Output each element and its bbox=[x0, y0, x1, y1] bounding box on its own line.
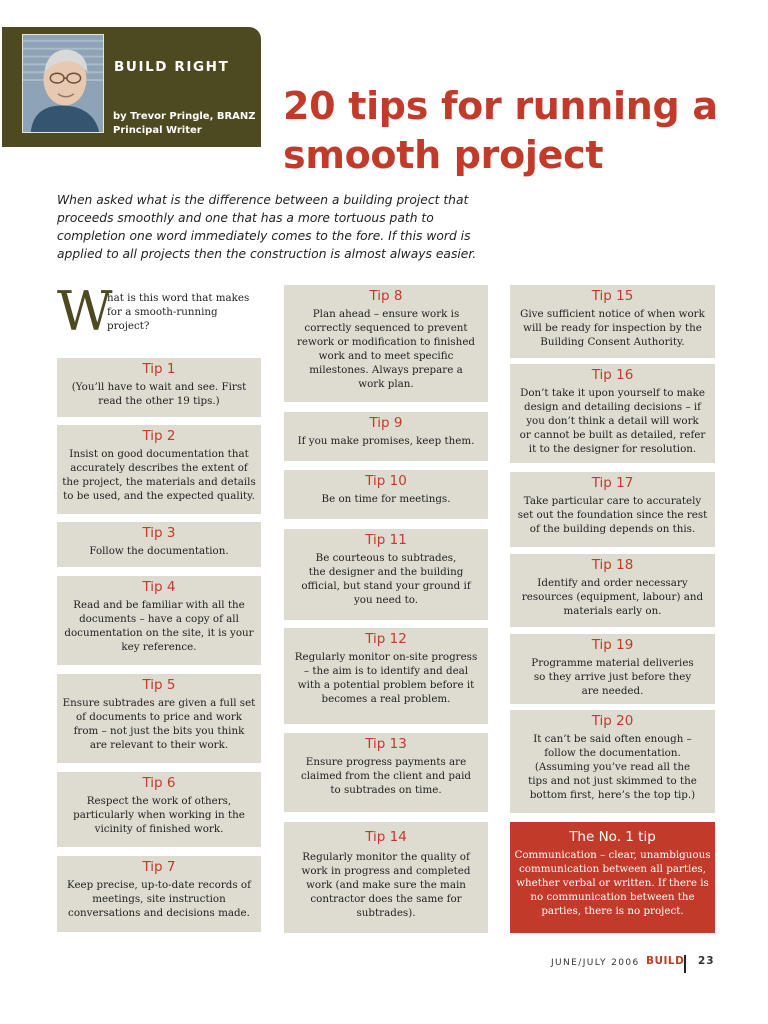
tip-title: Tip 16 bbox=[591, 367, 634, 383]
tip-line: of the building depends on this. bbox=[529, 523, 696, 535]
tip-title: Tip 1 bbox=[142, 361, 176, 377]
tip-card-4 bbox=[57, 576, 261, 665]
tip-body bbox=[57, 596, 261, 654]
tip-line: so they arrive just before they bbox=[533, 671, 692, 683]
tip-card-3 bbox=[57, 522, 261, 567]
tip-body bbox=[57, 876, 261, 920]
tip-line: it to the designer for resolution. bbox=[528, 443, 697, 455]
tip-line: key reference. bbox=[121, 641, 197, 653]
tip-line: whether verbal or written. If there is bbox=[516, 877, 709, 889]
tip-line: follow the documentation. bbox=[544, 747, 681, 759]
magazine-name: BUILD bbox=[646, 955, 685, 967]
tip-line: Take particular care to accurately bbox=[523, 495, 702, 507]
tip-line: Read and be familiar with all the bbox=[73, 599, 245, 611]
tip-card-2 bbox=[57, 425, 261, 514]
intro-line: applied to all projects then the construction is almost always easier. bbox=[57, 247, 477, 261]
tip-title: Tip 12 bbox=[365, 631, 407, 647]
tip-line: to be used, and the expected quality. bbox=[63, 490, 255, 502]
tip-line: Regularly monitor the quality of bbox=[302, 851, 470, 863]
tip-card-5 bbox=[57, 674, 261, 763]
tip-line: Respect the work of others, bbox=[86, 795, 232, 807]
tip-line: the project, the materials and details bbox=[62, 476, 256, 488]
drop-cap: W bbox=[57, 280, 113, 343]
tip-line: claimed from the client and paid bbox=[300, 770, 472, 782]
tip-body bbox=[510, 492, 715, 536]
tip-title: Tip 3 bbox=[142, 525, 176, 541]
tip-card-17 bbox=[510, 472, 715, 547]
lead-paragraph bbox=[57, 280, 262, 349]
tip-card-8 bbox=[284, 285, 488, 402]
tip-title: Tip 5 bbox=[142, 677, 176, 693]
intro-line: proceeds smoothly and one that has a more tortuous path to bbox=[57, 211, 434, 225]
footer-divider bbox=[684, 955, 686, 973]
tip-line: Be courteous to subtrades, bbox=[315, 552, 457, 564]
byline-author: by Trevor Pringle, BRANZ bbox=[113, 111, 256, 122]
tip-body bbox=[284, 432, 488, 448]
author-photo-graphic bbox=[23, 35, 103, 132]
tip-line: you need to. bbox=[353, 594, 419, 606]
tip-line: of documents to price and work bbox=[75, 711, 243, 723]
tip-card-18 bbox=[510, 554, 715, 627]
tip-line: are relevant to their work. bbox=[89, 739, 229, 751]
tip-body bbox=[57, 792, 261, 836]
issue-date: JUNE/JULY 2006 bbox=[551, 958, 640, 968]
title-line-2: smooth project bbox=[283, 133, 604, 177]
tip-title: Tip 2 bbox=[142, 428, 176, 444]
tip-card-6 bbox=[57, 772, 261, 847]
tip-body bbox=[510, 848, 715, 918]
tip-line: the designer and the building bbox=[308, 566, 464, 578]
tip-line: materials early on. bbox=[563, 605, 662, 617]
tip-line: are needed. bbox=[581, 685, 644, 697]
tip-body bbox=[284, 305, 488, 391]
tip-card-10 bbox=[284, 470, 488, 519]
tip-body bbox=[284, 753, 488, 797]
intro-line: completion one word immediately comes to the fore. If this word is bbox=[57, 229, 471, 243]
tip-body bbox=[284, 490, 488, 506]
tip-line: work plan. bbox=[358, 378, 414, 390]
page-number: 23 bbox=[698, 955, 715, 967]
tip-title: Tip 19 bbox=[591, 637, 634, 653]
tip-body bbox=[57, 542, 261, 558]
tip-line: design and detailing decisions – if bbox=[524, 401, 701, 413]
tip-title: Tip 4 bbox=[142, 579, 176, 595]
title-line-1: 20 tips for running a bbox=[283, 84, 718, 128]
tip-body bbox=[510, 384, 715, 456]
tip-line: Be on time for meetings. bbox=[321, 493, 451, 505]
section-label: BUILD RIGHT bbox=[114, 59, 230, 75]
tip-card-19 bbox=[510, 634, 715, 704]
tip-line: documents – have a copy of all bbox=[79, 613, 239, 625]
tip-card-12 bbox=[284, 628, 488, 724]
tip-line: work and to meet specific bbox=[318, 350, 454, 362]
tip-title: Tip 13 bbox=[365, 736, 407, 752]
tip-line: read the other 19 tips.) bbox=[98, 395, 220, 407]
tip-line: particularly when working in the bbox=[73, 809, 245, 821]
tip-line: to subtrades on time. bbox=[330, 784, 442, 796]
intro-line: When asked what is the difference between a building project that bbox=[57, 193, 469, 207]
tip-line: rework or modification to finished bbox=[296, 336, 476, 348]
tip-title: Tip 17 bbox=[591, 475, 634, 491]
tip-line: correctly sequenced to prevent bbox=[304, 322, 468, 334]
tip-line: Building Consent Authority. bbox=[540, 336, 685, 348]
tip-line: Don’t take it upon yourself to make bbox=[520, 387, 705, 399]
tip-title: The No. 1 tip bbox=[569, 829, 656, 845]
tip-line: parties, there is no project. bbox=[541, 905, 684, 917]
author-photo bbox=[22, 34, 104, 133]
lead-text bbox=[107, 291, 249, 333]
tip-body bbox=[284, 549, 488, 607]
tip-line: (You’ll have to wait and see. First bbox=[71, 381, 247, 393]
tip-body bbox=[510, 654, 715, 698]
tip-line: subtrades). bbox=[356, 907, 416, 919]
tip-card-9 bbox=[284, 412, 488, 461]
tip-title: Tip 14 bbox=[365, 829, 407, 845]
tip-body bbox=[510, 730, 715, 802]
tip-card-20 bbox=[510, 710, 715, 813]
intro-paragraph bbox=[57, 191, 477, 263]
tip-line: contractor does the same for bbox=[310, 893, 462, 905]
tip-body bbox=[284, 848, 488, 920]
tip-line: Insist on good documentation that bbox=[69, 448, 249, 460]
tip-title: Tip 11 bbox=[365, 532, 407, 548]
tip-line: – the aim is to identify and deal bbox=[303, 665, 469, 677]
tip-body bbox=[510, 305, 715, 349]
lead-line: project? bbox=[107, 320, 150, 332]
tip-line: milestones. Always prepare a bbox=[309, 364, 463, 376]
tip-line: no communication between the bbox=[530, 891, 695, 903]
tip-line: or cannot be built as detailed, refer bbox=[519, 429, 706, 441]
tip-line: conversations and decisions made. bbox=[68, 907, 250, 919]
tip-card-11 bbox=[284, 529, 488, 620]
tip-line: will be ready for inspection by the bbox=[523, 322, 702, 334]
tip-line: Regularly monitor on-site progress bbox=[294, 651, 478, 663]
tip-body bbox=[57, 378, 261, 408]
tip-title: Tip 10 bbox=[365, 473, 407, 489]
tip-line: Ensure subtrades are given a full set bbox=[62, 697, 256, 709]
tip-line: Programme material deliveries bbox=[531, 657, 694, 669]
tip-title: Tip 20 bbox=[591, 713, 634, 729]
tip-line: accurately describes the extent of bbox=[70, 462, 248, 474]
tip-line: (Assuming you’ve read all the bbox=[534, 761, 691, 773]
tip-line: tips and not just skimmed to the bbox=[528, 775, 697, 787]
tip-line: becomes a real problem. bbox=[321, 693, 451, 705]
tip-title: Tip 6 bbox=[142, 775, 176, 791]
tip-line: It can’t be said often enough – bbox=[533, 733, 692, 745]
tip-line: meetings, site instruction bbox=[92, 893, 226, 905]
tip-body bbox=[284, 648, 488, 706]
byline-role: Principal Writer bbox=[113, 125, 202, 136]
tip-title: Tip 9 bbox=[369, 415, 403, 431]
lead-line: for a smooth-running bbox=[107, 306, 218, 318]
tip-line: work (and make sure the main bbox=[306, 879, 466, 891]
tip-line: Give sufficient notice of when work bbox=[520, 308, 705, 320]
tip-title: Tip 8 bbox=[369, 288, 403, 304]
tip-line: set out the foundation since the rest bbox=[517, 509, 708, 521]
tip-line: resources (equipment, labour) and bbox=[521, 591, 704, 603]
tip-line: documentation on the site, it is your bbox=[64, 627, 254, 639]
tip-line: official, but stand your ground if bbox=[301, 580, 471, 592]
tip-card-16 bbox=[510, 364, 715, 463]
article-title bbox=[283, 82, 763, 180]
tip-line: vicinity of finished work. bbox=[94, 823, 224, 835]
tip-body bbox=[57, 445, 261, 503]
tip-line: Ensure progress payments are bbox=[305, 756, 467, 768]
tip-card-7 bbox=[57, 856, 261, 932]
tip-line: from – not just the bits you think bbox=[73, 725, 245, 737]
tip-line: Communication – clear, unambiguous bbox=[514, 849, 711, 861]
tip-title: Tip 15 bbox=[591, 288, 634, 304]
tip-line: Follow the documentation. bbox=[89, 545, 229, 557]
tip-line: with a potential problem before it bbox=[297, 679, 475, 691]
tip-title: Tip 7 bbox=[142, 859, 176, 875]
tip-line: you don’t think a detail will work bbox=[526, 415, 699, 427]
tip-card-13 bbox=[284, 733, 488, 812]
byline bbox=[113, 110, 256, 138]
tip-body bbox=[57, 694, 261, 752]
tip-line: bottom first, here’s the top tip.) bbox=[529, 789, 696, 801]
tip-title: Tip 18 bbox=[591, 557, 634, 573]
tip-line: Plan ahead – ensure work is bbox=[312, 308, 460, 320]
top-tip-card bbox=[510, 822, 715, 933]
tip-line: work in progress and completed bbox=[301, 865, 471, 877]
tip-card-14 bbox=[284, 822, 488, 933]
tip-line: Identify and order necessary bbox=[537, 577, 688, 589]
tip-line: Keep precise, up-to-date records of bbox=[67, 879, 251, 891]
tip-card-15 bbox=[510, 285, 715, 358]
lead-line: hat is this word that makes bbox=[107, 292, 250, 304]
tip-line: communication between all parties, bbox=[519, 863, 706, 875]
tip-line: If you make promises, keep them. bbox=[297, 435, 475, 447]
tip-card-1 bbox=[57, 358, 261, 417]
tip-body bbox=[510, 574, 715, 618]
